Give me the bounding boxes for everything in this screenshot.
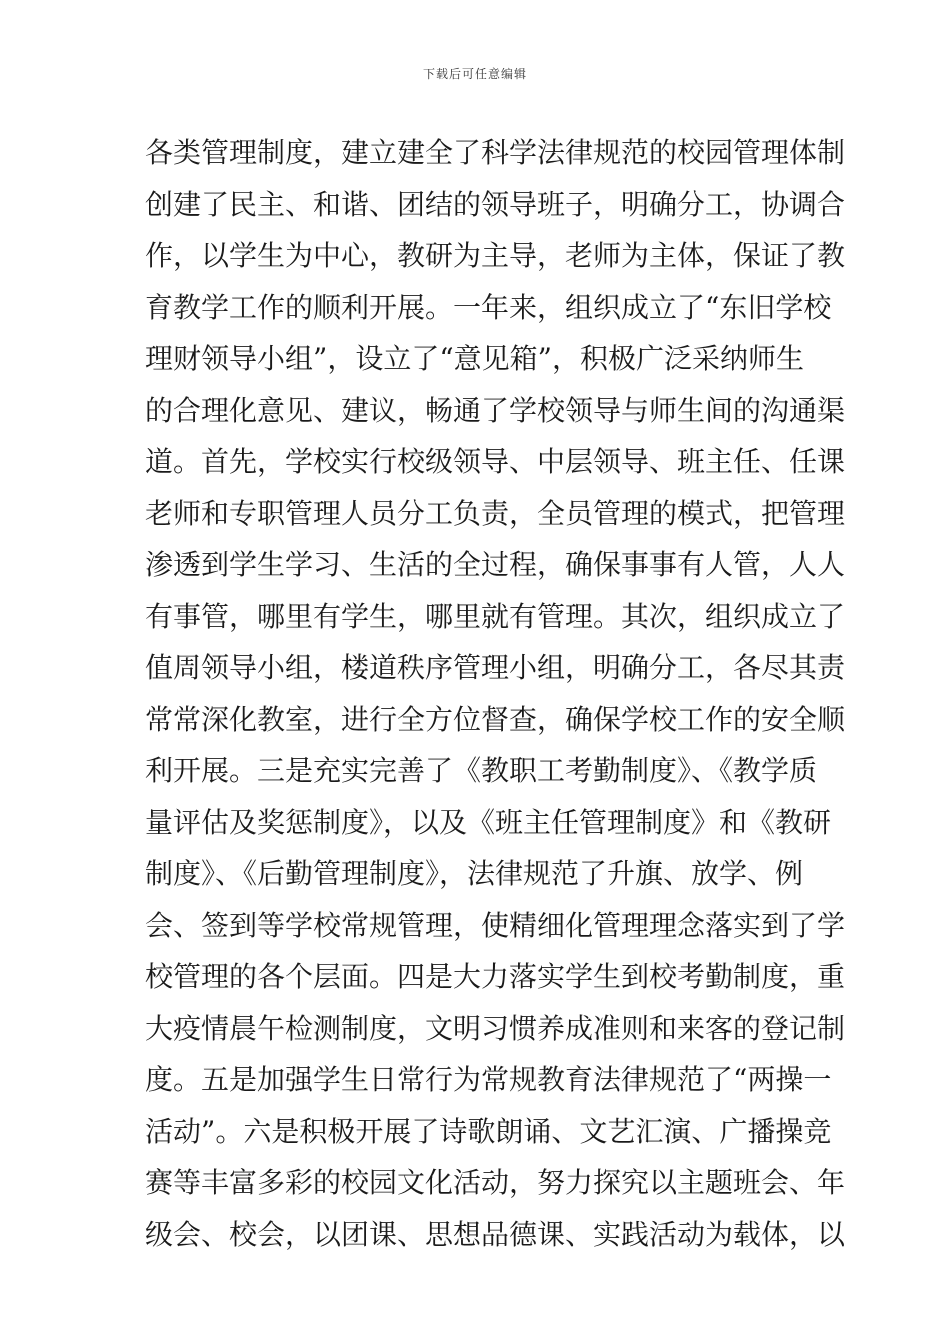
text-line: 作，以学生为中心，教研为主导，老师为主体，保证了教 [145, 239, 846, 272]
text-line: 常常深化教室，进行全方位督查，确保学校工作的安全顺 [145, 702, 846, 736]
text-line: 赛等丰富多彩的校园文化活动，努力探究以主题班会、年 [145, 1166, 846, 1199]
text-line: 道。首先，学校实行校级领导、中层领导、班主任、任课 [145, 445, 846, 478]
body-text [145, 127, 846, 1260]
text-line: 各类管理制度，建立建全了科学法律规范的校园管理体制 [145, 136, 846, 169]
text-line: 值周领导小组，楼道秩序管理小组，明确分工，各尽其责 [145, 651, 846, 684]
text-line: 育教学工作的顺利开展。一年来，组织成立了“东旧学校 [145, 290, 832, 324]
text-line: 渗透到学生学习、生活的全过程，确保事事有人管，人人 [145, 548, 846, 581]
text-line: 理财领导小组”，设立了“意见箱”，积极广泛采纳师生 [145, 342, 804, 375]
text-line: 老师和专职管理人员分工负责，全员管理的模式，把管理 [145, 496, 846, 530]
text-line: 量评估及奖惩制度》，以及《班主任管理制度》和《教研 [145, 805, 832, 839]
text-line: 有事管，哪里有学生，哪里就有管理。其次，组织成立了 [145, 599, 846, 633]
text-line: 活动”。六是积极开展了诗歌朗诵、文艺汇演、广播操竞 [145, 1114, 832, 1148]
text-line: 制度》、《后勤管理制度》，法律规范了升旗、放学、例 [145, 857, 804, 890]
text-line: 级会、校会，以团课、思想品德课、实践活动为载体，以 [145, 1217, 846, 1251]
page-header-note: 下载后可任意编辑 [422, 67, 527, 81]
text-line: 度。五是加强学生日常行为常规教育法律规范了“两操一 [145, 1063, 832, 1096]
text-line: 会、签到等学校常规管理，使精细化管理理念落实到了学 [145, 908, 846, 942]
text-line: 利开展。三是充实完善了《教职工考勤制度》、《教学质 [145, 754, 818, 787]
text-line: 大疫情晨午检测制度，文明习惯养成准则和来客的登记制 [145, 1011, 846, 1045]
text-line: 校管理的各个层面。四是大力落实学生到校考勤制度，重 [145, 960, 846, 993]
text-line: 创建了民主、和谐、团结的领导班子，明确分工，协调合 [145, 187, 846, 221]
text-line: 的合理化意见、建议，畅通了学校领导与师生间的沟通渠 [145, 393, 846, 427]
